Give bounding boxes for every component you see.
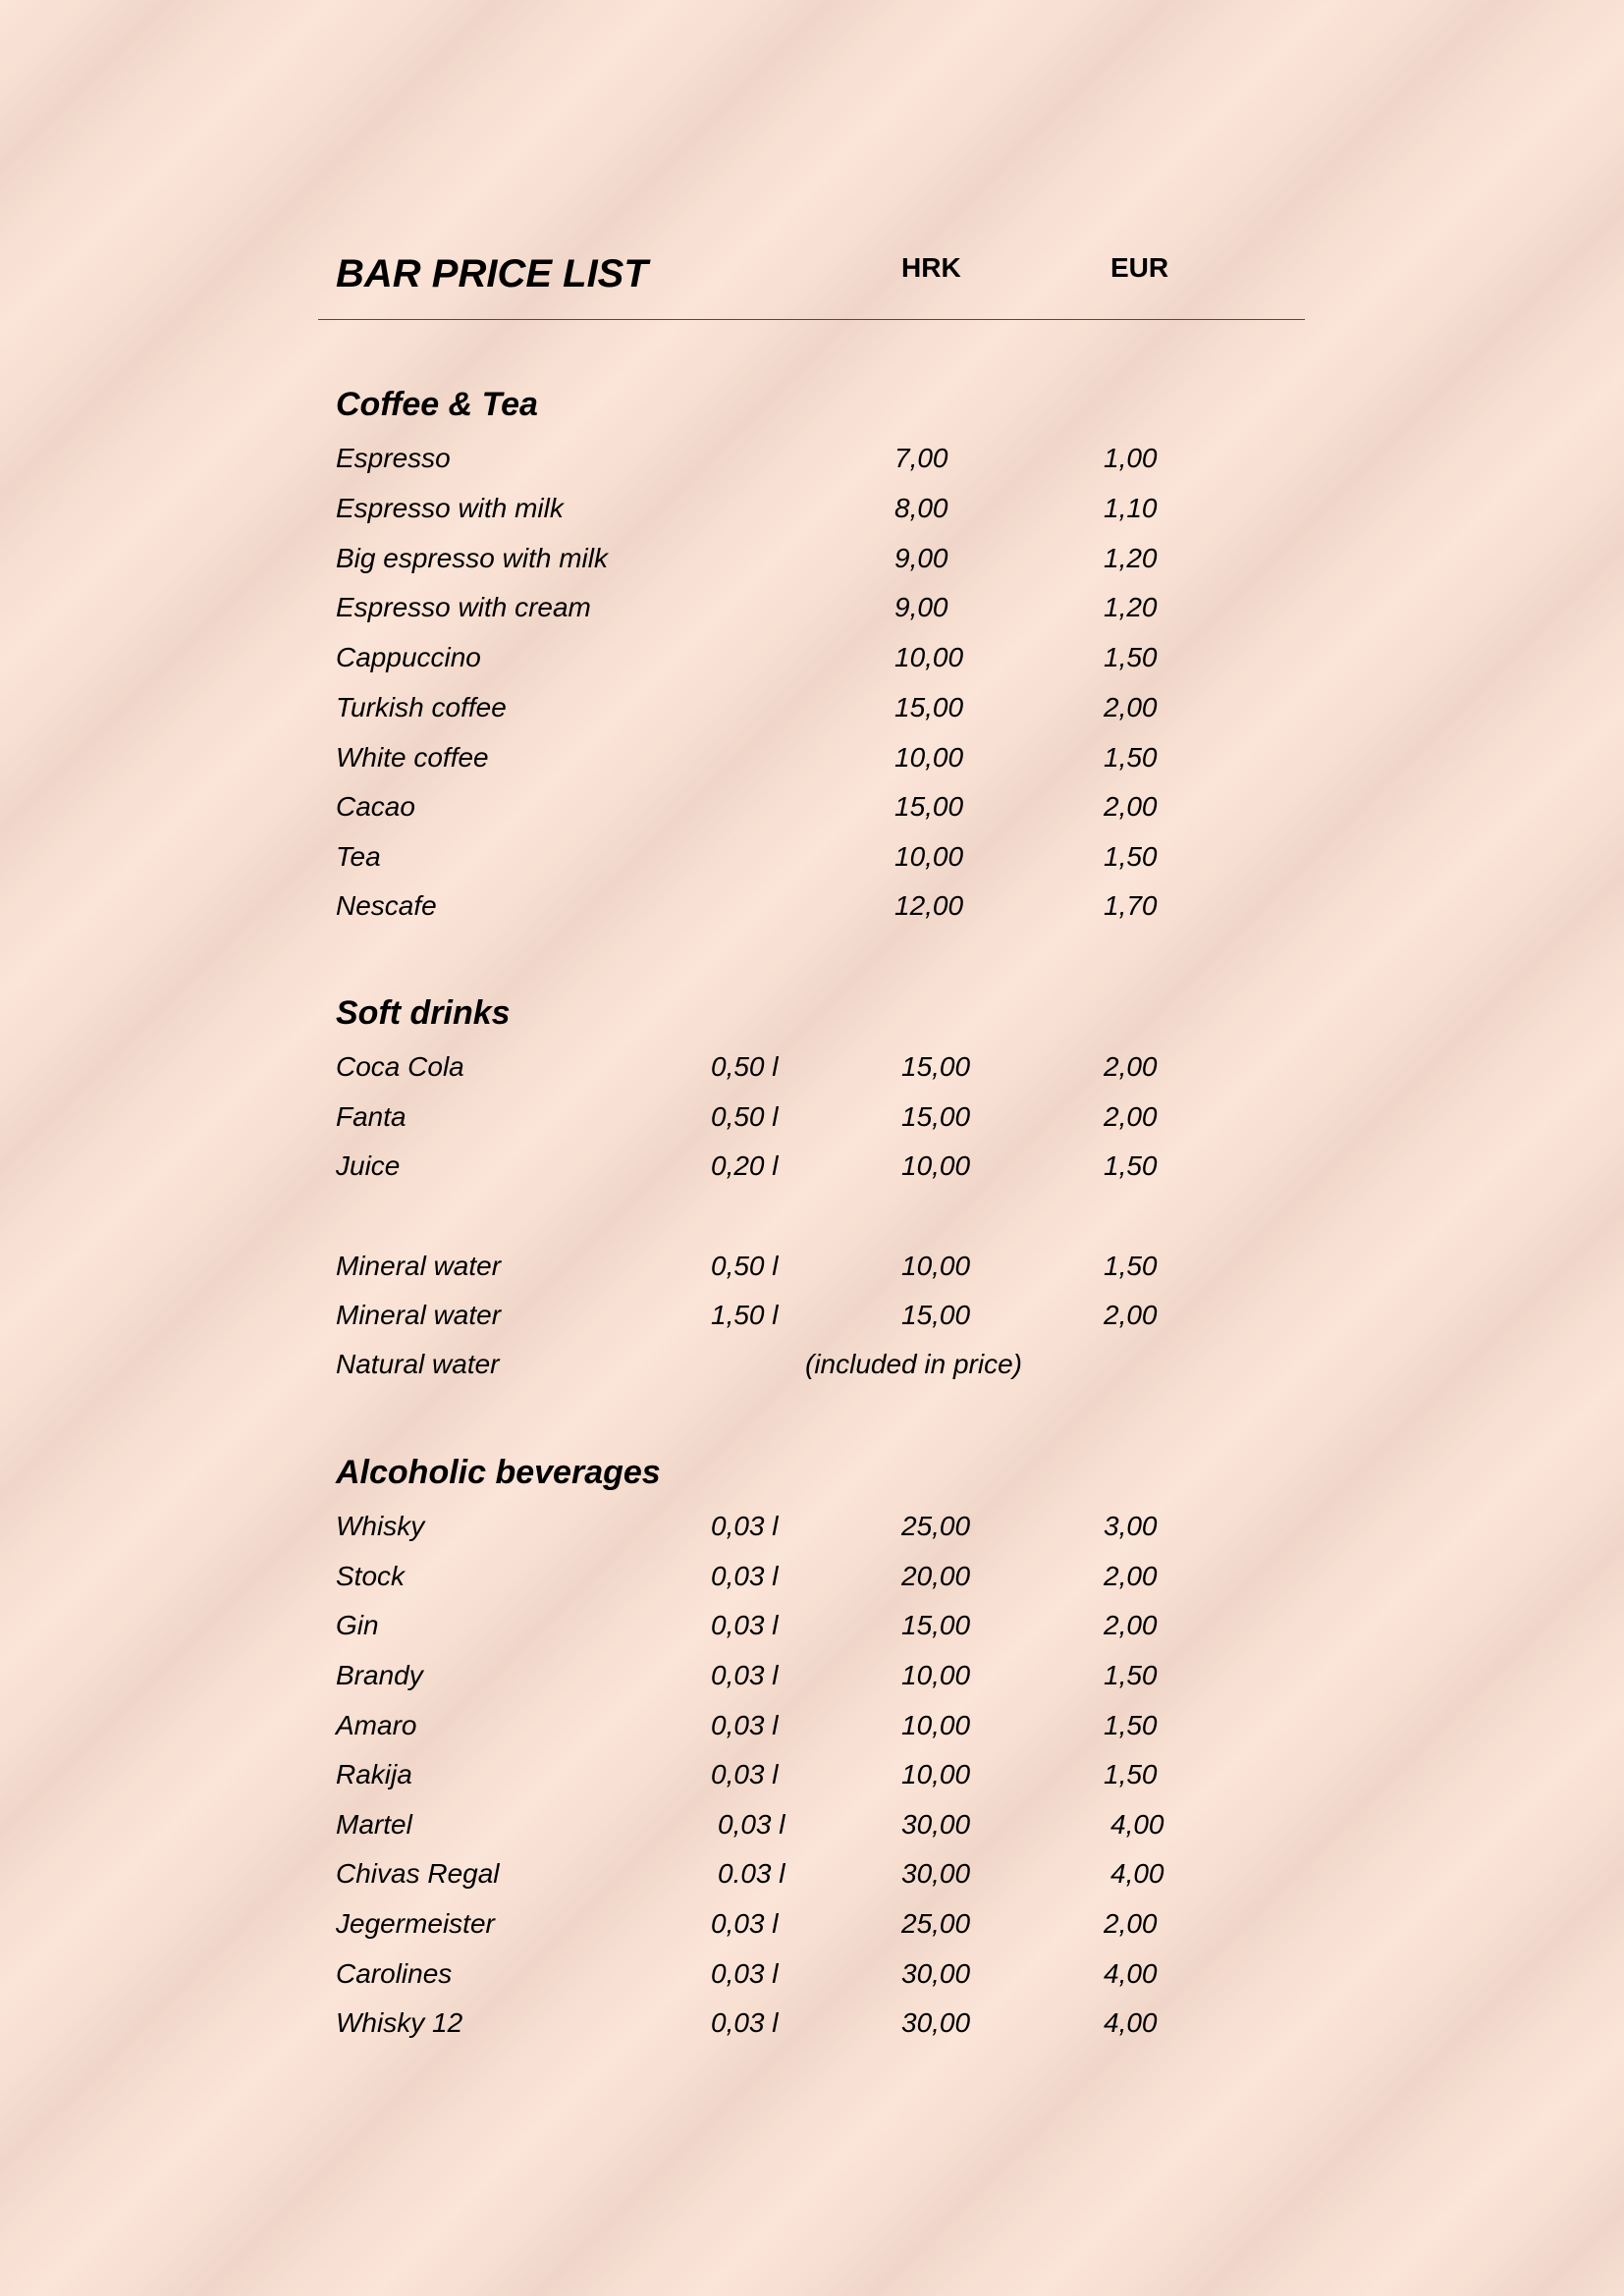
price-row <box>0 1557 1624 1596</box>
price-row <box>0 1147 1624 1186</box>
item-name: Stock <box>336 1561 406 1591</box>
price-hrk: 20,00 <box>901 1561 971 1591</box>
price-hrk: 30,00 <box>901 1809 971 1840</box>
price-eur: 1,50 <box>1104 642 1158 672</box>
price-row <box>0 1247 1624 1286</box>
item-volume: 0,03 l <box>711 1511 779 1541</box>
price-row <box>0 1954 1624 1994</box>
price-row <box>0 787 1624 827</box>
item-volume: 0.03 l <box>718 1858 785 1889</box>
price-hrk: 9,00 <box>894 543 948 573</box>
item-name: Juice <box>336 1150 401 1181</box>
price-row <box>0 688 1624 727</box>
header-divider <box>318 319 1305 320</box>
item-volume: 0,03 l <box>711 1660 779 1690</box>
price-row <box>0 1606 1624 1645</box>
price-row <box>0 1854 1624 1894</box>
price-hrk: 10,00 <box>901 1710 971 1740</box>
column-header-hrk: HRK <box>901 252 961 283</box>
price-eur: 1,50 <box>1104 1251 1158 1281</box>
item-name: Coca Cola <box>336 1051 464 1082</box>
price-hrk: 30,00 <box>901 1858 971 1889</box>
item-name: Espresso with milk <box>336 493 564 523</box>
price-eur: 4,00 <box>1110 1809 1164 1840</box>
item-volume: 0,03 l <box>711 1958 779 1989</box>
item-volume: 0,03 l <box>711 1759 779 1789</box>
price-row <box>0 1345 1624 1384</box>
item-name: Tea <box>336 841 381 872</box>
section-title-coffee-tea: Coffee & Tea <box>336 386 538 423</box>
price-eur: 1,50 <box>1104 1150 1158 1181</box>
price-hrk: 30,00 <box>901 2007 971 2038</box>
item-name: Brandy <box>336 1660 423 1690</box>
item-name: Nescafe <box>336 890 437 921</box>
price-row <box>0 489 1624 528</box>
price-row <box>0 1296 1624 1335</box>
price-row <box>0 588 1624 627</box>
item-volume: 0,03 l <box>718 1809 785 1840</box>
price-hrk: 10,00 <box>901 1660 971 1690</box>
price-row <box>0 1047 1624 1087</box>
price-eur: 1,50 <box>1104 841 1158 872</box>
price-row <box>0 738 1624 777</box>
price-row <box>0 539 1624 578</box>
item-name: Whisky <box>336 1511 425 1541</box>
price-eur: 2,00 <box>1104 1561 1158 1591</box>
item-name: Mineral water <box>336 1251 502 1281</box>
price-eur: 2,00 <box>1104 1051 1158 1082</box>
item-name: Fanta <box>336 1101 406 1132</box>
price-eur: 1,50 <box>1104 1710 1158 1740</box>
item-volume: 0,50 l <box>711 1101 779 1132</box>
item-volume: 0,50 l <box>711 1051 779 1082</box>
item-name: Gin <box>336 1610 379 1640</box>
price-hrk: 15,00 <box>894 791 964 822</box>
section-title-soft-drinks: Soft drinks <box>336 994 511 1032</box>
price-eur: 1,20 <box>1104 543 1158 573</box>
price-eur: 4,00 <box>1104 2007 1158 2038</box>
price-hrk: 15,00 <box>901 1101 971 1132</box>
price-row <box>0 1097 1624 1137</box>
price-hrk: 12,00 <box>894 890 964 921</box>
price-hrk: 7,00 <box>894 443 948 473</box>
price-eur: 1,50 <box>1104 1660 1158 1690</box>
price-eur: 2,00 <box>1104 791 1158 822</box>
price-eur: 2,00 <box>1104 1300 1158 1330</box>
item-volume: 1,50 l <box>711 1300 779 1330</box>
price-hrk: 15,00 <box>894 692 964 722</box>
price-row <box>0 1755 1624 1794</box>
item-name: Amaro <box>336 1710 417 1740</box>
price-hrk: 10,00 <box>901 1251 971 1281</box>
price-hrk: 15,00 <box>901 1300 971 1330</box>
price-row <box>0 2003 1624 2043</box>
item-name: Turkish coffee <box>336 692 507 722</box>
price-hrk: 25,00 <box>901 1511 971 1541</box>
price-eur: 3,00 <box>1104 1511 1158 1541</box>
price-row <box>0 638 1624 677</box>
item-name: Espresso with cream <box>336 592 591 622</box>
price-row <box>0 1507 1624 1546</box>
price-row <box>0 439 1624 478</box>
price-eur: 1,70 <box>1104 890 1158 921</box>
item-volume: 0,20 l <box>711 1150 779 1181</box>
price-row <box>0 1805 1624 1844</box>
price-eur: 1,00 <box>1104 443 1158 473</box>
price-eur: 2,00 <box>1104 1908 1158 1939</box>
price-row <box>0 837 1624 877</box>
price-eur: 1,10 <box>1104 493 1158 523</box>
price-eur: 1,20 <box>1104 592 1158 622</box>
price-hrk: 10,00 <box>894 742 964 773</box>
page-title: BAR PRICE LIST <box>336 252 648 295</box>
item-name: Rakija <box>336 1759 412 1789</box>
price-hrk: 10,00 <box>894 841 964 872</box>
price-eur: 2,00 <box>1104 1610 1158 1640</box>
item-name: Cacao <box>336 791 415 822</box>
price-eur: 2,00 <box>1104 692 1158 722</box>
price-eur: 1,50 <box>1104 1759 1158 1789</box>
price-hrk: 10,00 <box>894 642 964 672</box>
item-name: Martel <box>336 1809 412 1840</box>
price-row <box>0 1904 1624 1944</box>
price-eur: 2,00 <box>1104 1101 1158 1132</box>
item-name: Chivas Regal <box>336 1858 500 1889</box>
item-volume: 0,50 l <box>711 1251 779 1281</box>
item-name: Big espresso with milk <box>336 543 608 573</box>
price-hrk: 30,00 <box>901 1958 971 1989</box>
section-title-alcoholic-beverages: Alcoholic beverages <box>336 1454 661 1491</box>
price-row <box>0 1656 1624 1695</box>
item-name: Jegermeister <box>336 1908 495 1939</box>
price-note: (included in price) <box>805 1349 1022 1379</box>
price-eur: 1,50 <box>1104 742 1158 773</box>
price-hrk: 10,00 <box>901 1150 971 1181</box>
item-name: White coffee <box>336 742 489 773</box>
item-name: Mineral water <box>336 1300 502 1330</box>
item-name: Cappuccino <box>336 642 481 672</box>
item-volume: 0,03 l <box>711 1908 779 1939</box>
price-hrk: 9,00 <box>894 592 948 622</box>
price-hrk: 10,00 <box>901 1759 971 1789</box>
item-name: Whisky 12 <box>336 2007 463 2038</box>
item-volume: 0,03 l <box>711 1561 779 1591</box>
item-name: Espresso <box>336 443 451 473</box>
price-hrk: 25,00 <box>901 1908 971 1939</box>
column-header-eur: EUR <box>1110 252 1169 283</box>
item-name: Carolines <box>336 1958 453 1989</box>
price-eur: 4,00 <box>1110 1858 1164 1889</box>
price-eur: 4,00 <box>1104 1958 1158 1989</box>
price-row <box>0 1706 1624 1745</box>
item-volume: 0,03 l <box>711 2007 779 2038</box>
item-volume: 0,03 l <box>711 1610 779 1640</box>
price-row <box>0 886 1624 926</box>
price-hrk: 15,00 <box>901 1610 971 1640</box>
price-hrk: 8,00 <box>894 493 948 523</box>
price-hrk: 15,00 <box>901 1051 971 1082</box>
item-volume: 0,03 l <box>711 1710 779 1740</box>
item-name: Natural water <box>336 1349 500 1379</box>
